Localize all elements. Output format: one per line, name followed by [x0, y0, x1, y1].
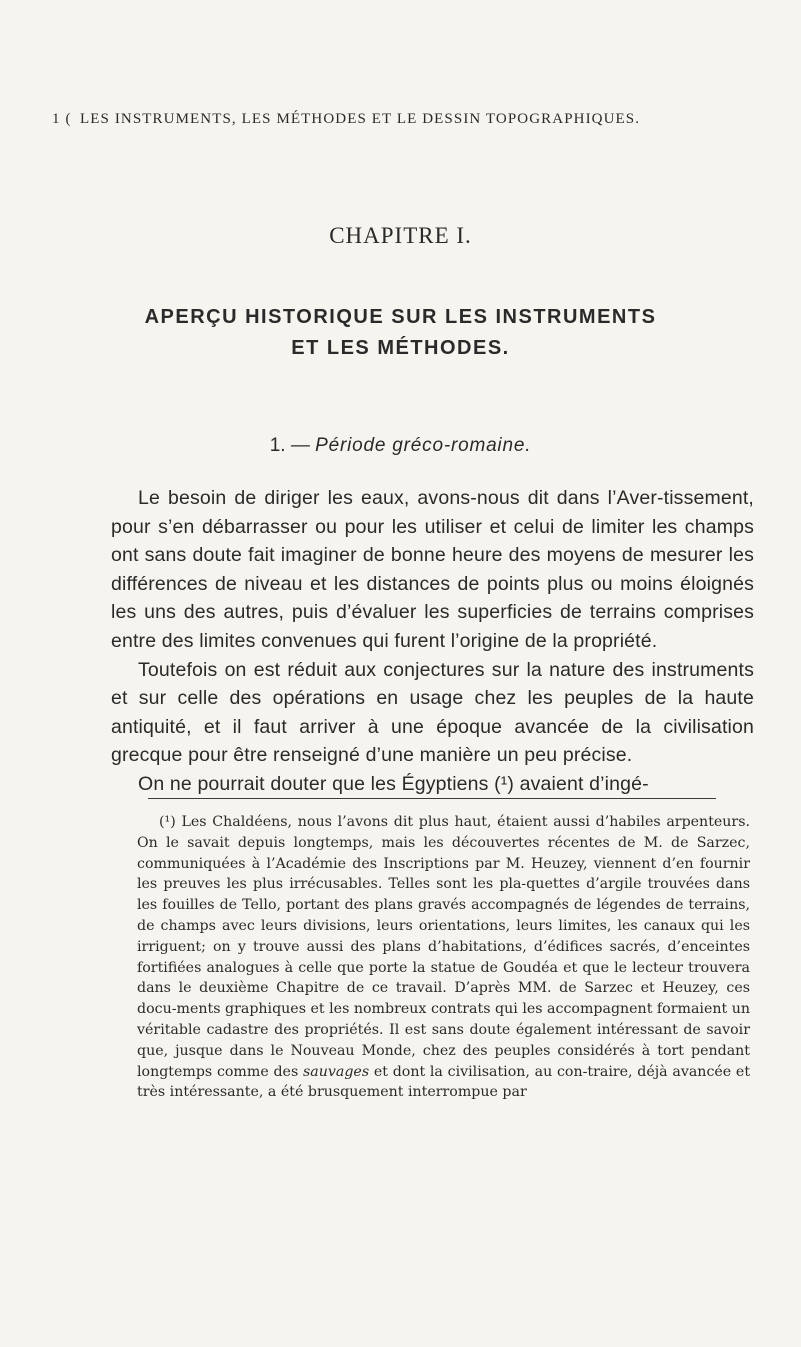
page-number: 1 ( — [52, 111, 72, 127]
footnote-italic-word: sauvages — [303, 1063, 370, 1080]
section-number: 1. — — [269, 435, 310, 456]
running-head — [52, 111, 796, 128]
footnote-text-start: (¹) Les Chaldéens, nous l’avons dit plus haut, étaient aussi d’habiles arpenteurs. On le savait depuis longtemps, mais les découvertes récentes de M. de Sarzec, communiquées à l’Académie des Inscriptions par M. Heuzey, viennent d’en fournir les preuves les plus irrécusables. Telles sont les pla-quettes d’argile trouvées dans les fouilles de Tello, portant des plans gravés accompagnés de légendes de terrains, de champs avec leurs divisions, leurs orientations, leurs limites, les canaux qui les irriguent; on y trouve aussi des plans d’habitations, d’édifices sacrés, d’enceintes fortifiées analogues à celle que porte la statue de Goudéa et que le lecteur trouvera dans le deuxième Chapitre de ce travail. D’après MM. de Sarzec et Heuzey, ces docu-ments graphiques et les nombreux contrats qui les accompagnent formaient un véritable cadastre des propriétés. Il est sans doute également intéressant de savoir que, jusque dans le Nouveau Monde, chez des peuples considérés à tort pendant longtemps comme des — [137, 814, 750, 1080]
running-head-text: LES INSTRUMENTS, LES MÉTHODES ET LE DESSIN TOPOGRAPHIQUES. — [80, 111, 641, 127]
paragraph: Le besoin de diriger les eaux, avons-nous dit dans l’Aver-tissement, pour s’en débarrasser ou pour les utiliser et celui de limiter les champs ont sans doute fait imaginer de bonne heure des moyens de mesurer les différences de niveau et les distances de points plus ou moins éloignés les uns des autres, puis d’évaluer les superficies de terrains comprises entre des limites convenues qui furent l’origine de la propriété. — [111, 487, 754, 652]
footnote — [137, 812, 750, 1103]
section-name: Période gréco-romaine. — [315, 435, 532, 456]
section-heading — [0, 435, 801, 457]
paragraph: On ne pourrait douter que les Égyptiens (¹) avaient d’ingé- — [138, 772, 649, 795]
chapter-heading: CHAPITRE I. — [329, 223, 472, 248]
footnote-separator — [148, 798, 716, 799]
chapter-title-line-1: APERÇU HISTORIQUE SUR LES INSTRUMENTS — [144, 306, 657, 328]
body-text — [111, 484, 754, 799]
chapter-title-line-2: ET LES MÉTHODES. — [291, 337, 510, 359]
paragraph: Toutefois on est réduit aux conjectures sur la nature des instruments et sur celle des opérations en usage chez les peuples de la haute antiquité, et il faut arriver à une époque avancée de la civilisation grecque pour être renseigné d’une manière un peu précise. — [111, 658, 754, 767]
footnote-text-end: et dont la civilisation, au con-traire, déjà avancée et très intéressante, a été brusquement interrompue par — [137, 1063, 751, 1101]
